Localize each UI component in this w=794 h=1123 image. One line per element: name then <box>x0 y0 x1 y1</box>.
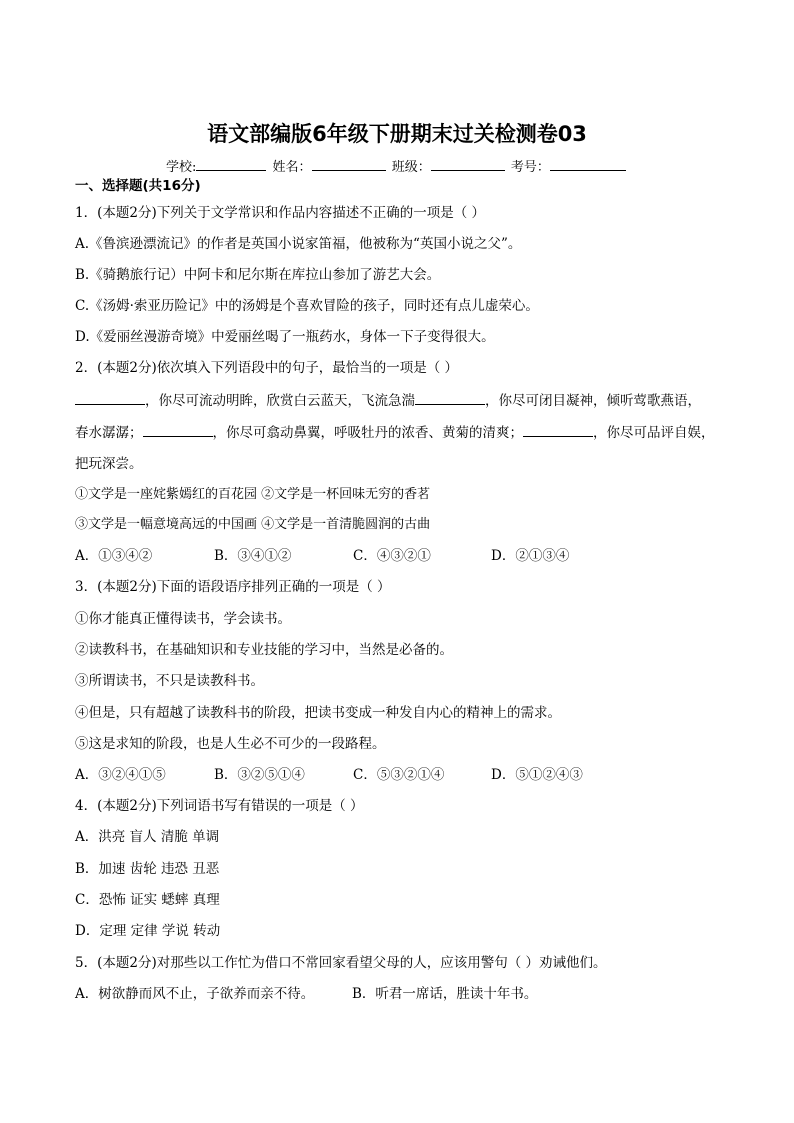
q3-sentence-3: ③所谓读书，不只是读教科书。 <box>75 673 264 689</box>
q4-stem: 4．(本题2分)下列词语书写有错误的一项是（ ） <box>75 798 364 814</box>
q2-text: ，你尽可流动明眸，欣赏白云蓝天，飞流急湍 <box>145 393 415 409</box>
class-blank[interactable] <box>431 158 505 171</box>
q1-stem: 1．(本题2分)下列关于文学常识和作品内容描述不正确的一项是（ ） <box>75 205 486 221</box>
q3-sentence-5: ⑤这是求知的阶段，也是人生必不可少的一段路程。 <box>75 736 386 752</box>
q2-blank-4[interactable] <box>523 423 593 437</box>
q1-option-c[interactable]: C.《汤姆·索亚历险记》中的汤姆是个喜欢冒险的孩子，同时还有点儿虚荣心。 <box>75 298 539 314</box>
q2-sentences-1: ①文学是一座姹紫嫣红的百花园 ②文学是一杯回味无穷的香茗 <box>75 487 431 502</box>
q2-option-b[interactable]: B．③④①② <box>214 548 292 564</box>
name-label: 姓名： <box>272 160 312 175</box>
q4-option-a[interactable]: A．洪亮 盲人 清脆 单调 <box>75 829 220 845</box>
q5-stem: 5．(本题2分)对那些以工作忙为借口不常回家看望父母的人，应该用警句（ ）劝诫他们。 <box>75 955 607 971</box>
q2-sentences-2: ③文学是一幅意境高远的中国画 ④文学是一首清脆圆润的古曲 <box>75 517 431 532</box>
page-title: 语文部编版6年级下册期末过关检测卷03 <box>207 122 587 146</box>
q3-stem: 3．(本题2分)下面的语段语序排列正确的一项是（ ） <box>75 579 391 595</box>
q4-option-b[interactable]: B．加速 齿轮 违恐 丑恶 <box>75 861 220 877</box>
q1-option-a[interactable]: A.《鲁滨逊漂流记》的作者是英国小说家笛福，他被称为“英国小说之父”。 <box>75 236 522 252</box>
q2-passage-line1 <box>75 391 701 410</box>
number-blank[interactable] <box>550 158 626 171</box>
q2-blank-1[interactable] <box>75 391 145 405</box>
name-blank[interactable] <box>312 158 386 171</box>
student-info-row <box>166 156 628 175</box>
q2-text: ，你尽可闭目凝神，倾听莺歌燕语， <box>485 393 701 409</box>
q4-option-c[interactable]: C．恐怖 证实 蟋蟀 真理 <box>75 892 220 908</box>
q2-option-d[interactable]: D．②①③④ <box>491 548 570 564</box>
q3-sentence-1: ①你才能真正懂得读书，学会读书。 <box>75 611 291 627</box>
q2-option-a[interactable]: A．①③④② <box>75 548 153 564</box>
class-label: 班级： <box>391 160 431 175</box>
q2-blank-2[interactable] <box>415 391 485 405</box>
q5-option-b[interactable]: B．听君一席话，胜读十年书。 <box>352 986 538 1002</box>
q3-option-a[interactable]: A．③②④①⑤ <box>75 767 166 783</box>
q2-text: ，你尽可品评自娱， <box>593 425 715 441</box>
school-blank[interactable] <box>196 158 266 171</box>
q1-option-d[interactable]: D.《爱丽丝漫游奇境》中爱丽丝喝了一瓶药水，身体一下子变得很大。 <box>75 329 495 345</box>
q1-option-b[interactable]: B.《骑鹅旅行记）中阿卡和尼尔斯在库拉山参加了游艺大会。 <box>75 267 441 283</box>
q3-option-b[interactable]: B．③②⑤①④ <box>214 767 305 783</box>
school-label: 学校: <box>166 160 197 175</box>
q5-option-a[interactable]: A．树欲静而风不止，子欲养而亲不待。 <box>75 986 315 1002</box>
q3-option-c[interactable]: C．⑤③②①④ <box>353 767 445 783</box>
q3-option-d[interactable]: D．⑤①②④③ <box>491 767 583 783</box>
number-label: 考号： <box>510 160 550 175</box>
q2-option-c[interactable]: C．④③②① <box>353 548 431 564</box>
q2-passage-line2 <box>75 423 715 442</box>
q4-option-d[interactable]: D．定理 定律 学说 转动 <box>75 923 221 939</box>
q2-passage-line3: 把玩深尝。 <box>75 456 143 472</box>
q2-stem: 2．(本题2分)依次填入下列语段中的句子，最恰当的一项是（ ） <box>75 360 459 376</box>
q3-sentence-2: ②读教科书，在基础知识和专业技能的学习中，当然是必备的。 <box>75 642 453 658</box>
section-heading: 一、选择题(共16分) <box>75 178 201 194</box>
q2-text: 春水潺潺； <box>75 425 143 441</box>
q2-blank-3[interactable] <box>143 423 213 437</box>
q2-text: ，你尽可翕动鼻翼，呼吸牡丹的浓香、黄菊的清爽； <box>212 425 523 441</box>
q3-sentence-4: ④但是，只有超越了读教科书的阶段，把读书变成一种发自内心的精神上的需求。 <box>75 705 561 721</box>
